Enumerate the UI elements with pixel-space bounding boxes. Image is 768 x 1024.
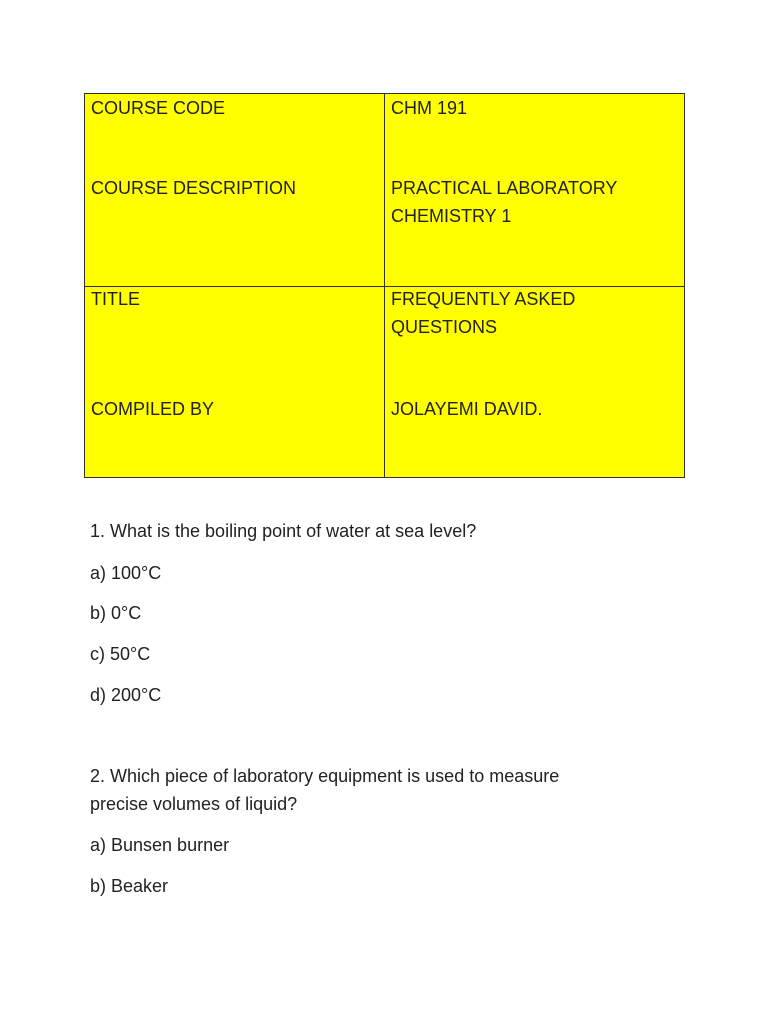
course-description-value-line2: CHEMISTRY 1 [391,206,512,226]
question-1-option-c: c) 50°C [90,644,151,664]
question-2-option-a: a) Bunsen burner [90,835,230,855]
course-code-value: CHM 191 [391,98,468,118]
question-2-option-b: b) Beaker [90,876,169,896]
title-value-line2: QUESTIONS [391,317,498,337]
title-value-line1: FREQUENTLY ASKED [391,289,576,309]
question-1-option-b: b) 0°C [90,603,142,623]
course-description-value-line1: PRACTICAL LABORATORY [391,178,618,198]
question-2-text-line2: precise volumes of liquid? [90,794,298,814]
question-1-option-a: a) 100°C [90,563,162,583]
course-code-label: COURSE CODE [91,98,226,118]
question-1-text: 1. What is the boiling point of water at sea level? [90,521,477,541]
title-label: TITLE [91,289,141,309]
question-2-text-line1: 2. Which piece of laboratory equipment is used to measure [90,766,560,786]
course-description-label: COURSE DESCRIPTION [91,178,297,198]
compiled-by-label: COMPILED BY [91,399,215,419]
question-1-option-d: d) 200°C [90,685,162,705]
compiled-by-value: JOLAYEMI DAVID. [391,399,543,419]
course-info-table [84,93,685,478]
